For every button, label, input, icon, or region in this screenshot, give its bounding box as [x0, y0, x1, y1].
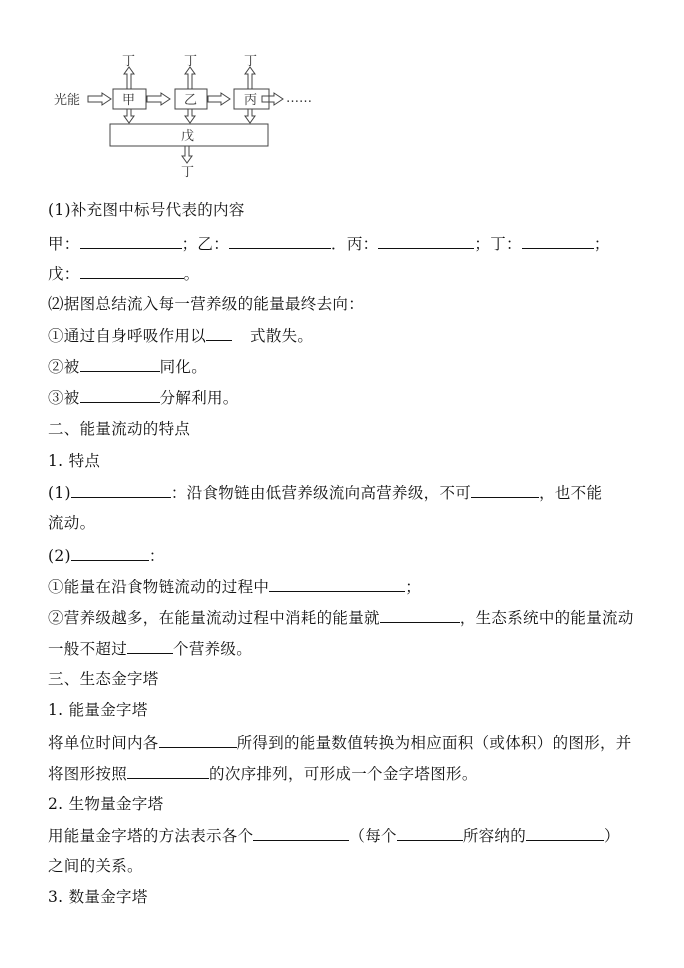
section3-sub1: 1. 能量金字塔 [48, 701, 148, 719]
blank-trophic[interactable] [159, 731, 237, 748]
s2-p5-a: 一般不超过 [48, 640, 128, 658]
arrow-wu-ding [182, 146, 192, 163]
section3-title: 三、生态金字塔 [48, 670, 159, 688]
blank-order[interactable] [127, 762, 209, 779]
s2-p3-a: ①能量在沿食物链流动的过程中 [48, 578, 270, 596]
arrow-jia-yi [147, 93, 170, 105]
s3-b1-c: 所容纳的 [462, 827, 527, 845]
s3-e1-b: 所得到的能量数值转换为相应面积（或体积）的图形，并 [236, 734, 632, 752]
s2-p1-a: (1) [48, 484, 71, 502]
q1-bing-label: ．丙： [331, 235, 379, 253]
s3-b1-a: 用能量金字塔的方法表示各个 [48, 827, 254, 845]
s2-p5 [48, 637, 252, 660]
q1-line1 [48, 232, 610, 255]
s3-b1-b: （每个 [349, 827, 397, 845]
blank-feature1[interactable] [71, 481, 171, 498]
label-yi: 乙 [184, 93, 198, 108]
arrow-yi-bing [208, 93, 230, 105]
label-ding-3: 丁 [244, 54, 258, 69]
q1-title: (1)补充图中标号代表的内容 [48, 201, 245, 219]
arrow-yi-ding [185, 67, 195, 89]
label-jia: 甲 [122, 93, 136, 108]
label-wu: 戊 [181, 129, 195, 144]
q2-item1-a: ①通过自身呼吸作用以 [48, 327, 207, 345]
s2-p2-a: (2) [48, 547, 71, 565]
label-light: 光能 [54, 93, 81, 108]
q2-item1 [48, 324, 313, 347]
q1-wu-label: 戊： [48, 265, 80, 283]
s3-e2-b: 的次序排列，可形成一个金字塔图形。 [209, 765, 478, 783]
s2-p5-b: 个营养级。 [173, 640, 253, 658]
s2-p1d: 流动。 [48, 514, 96, 532]
label-ellipsis: …… [286, 91, 312, 106]
s3-b2: 之间的关系。 [48, 857, 143, 875]
q1-ding-label: ；丁： [474, 235, 522, 253]
q1-end2: 。 [183, 265, 200, 283]
s2-p1-b: ：沿食物链由低营养级流向高营养级，不可 [170, 484, 472, 502]
label-ding-2: 丁 [184, 54, 198, 69]
section2-sub: 1. 特点 [48, 452, 101, 470]
arrow-bing-wu [245, 109, 255, 123]
blank-wu[interactable] [80, 262, 184, 279]
s2-p2 [48, 544, 165, 567]
q2-title: ⑵据图总结流入每一营养级的能量最终去向： [48, 295, 365, 313]
blank-each-level[interactable] [397, 824, 463, 841]
blank-decrease[interactable] [269, 575, 405, 592]
blank-assimilate[interactable] [80, 355, 160, 372]
s3-b1-d: ） [604, 827, 620, 845]
q2-item2-b: 同化。 [159, 358, 208, 376]
section3-sub3: 3. 数量金字塔 [48, 888, 148, 906]
blank-feature2[interactable] [71, 544, 149, 561]
arrow-jia-ding [124, 67, 134, 89]
q2-item3-b: 分解利用。 [159, 389, 239, 407]
label-ding-4: 丁 [181, 165, 195, 180]
q1-yi-label: ；乙： [181, 235, 230, 253]
q2-item2 [48, 355, 207, 378]
q1-line2 [48, 262, 199, 285]
section3-sub2: 2. 生物量金字塔 [48, 795, 164, 813]
s2-p3 [48, 575, 421, 598]
s3-e2 [48, 762, 478, 785]
blank-levels[interactable] [127, 637, 173, 654]
q2-item2-a: ②被 [48, 358, 80, 376]
s2-p3-b: ； [405, 578, 422, 596]
blank-decompose[interactable] [80, 386, 160, 403]
arrow-jia-wu [124, 109, 134, 123]
blank-jia[interactable] [80, 232, 182, 249]
blank-yi[interactable] [229, 232, 331, 249]
q1-jia-label: 甲： [48, 235, 80, 253]
q2-item1-b: 式散失。 [250, 327, 314, 345]
blank-ding[interactable] [522, 232, 594, 249]
arrow-bing-more [262, 93, 283, 105]
s2-p1-c: ，也不能 [539, 484, 603, 502]
arrow-light-jia [88, 93, 111, 105]
s2-p4 [48, 606, 634, 629]
s2-p4-b: ，生态系统中的能量流动 [459, 609, 634, 627]
q2-item3-a: ③被 [48, 389, 80, 407]
arrow-yi-wu [185, 109, 195, 123]
s2-p4-a: ②营养级越多，在能量流动过程中消耗的能量就 [48, 609, 380, 627]
s3-e1-a: 将单位时间内各 [48, 734, 159, 752]
blank-biomass[interactable] [526, 824, 604, 841]
energy-flow-diagram [50, 52, 312, 180]
label-bing: 丙 [244, 93, 258, 108]
arrow-bing-ding [245, 67, 255, 89]
label-ding-1: 丁 [122, 54, 136, 69]
blank-respiration[interactable] [206, 324, 232, 341]
q1-end1: ； [593, 235, 610, 253]
s2-p2-b: ： [148, 547, 165, 565]
section2-title: 二、能量流动的特点 [48, 420, 191, 438]
s3-b1 [48, 824, 620, 847]
q2-item3 [48, 386, 239, 409]
blank-more[interactable] [380, 606, 460, 623]
blank-trophic-levels[interactable] [253, 824, 349, 841]
s3-e2-a: 将图形按照 [48, 765, 128, 783]
s2-p1 [48, 481, 602, 504]
blank-irreversible[interactable] [471, 481, 539, 498]
blank-bing[interactable] [378, 232, 474, 249]
s3-e1 [48, 731, 632, 754]
